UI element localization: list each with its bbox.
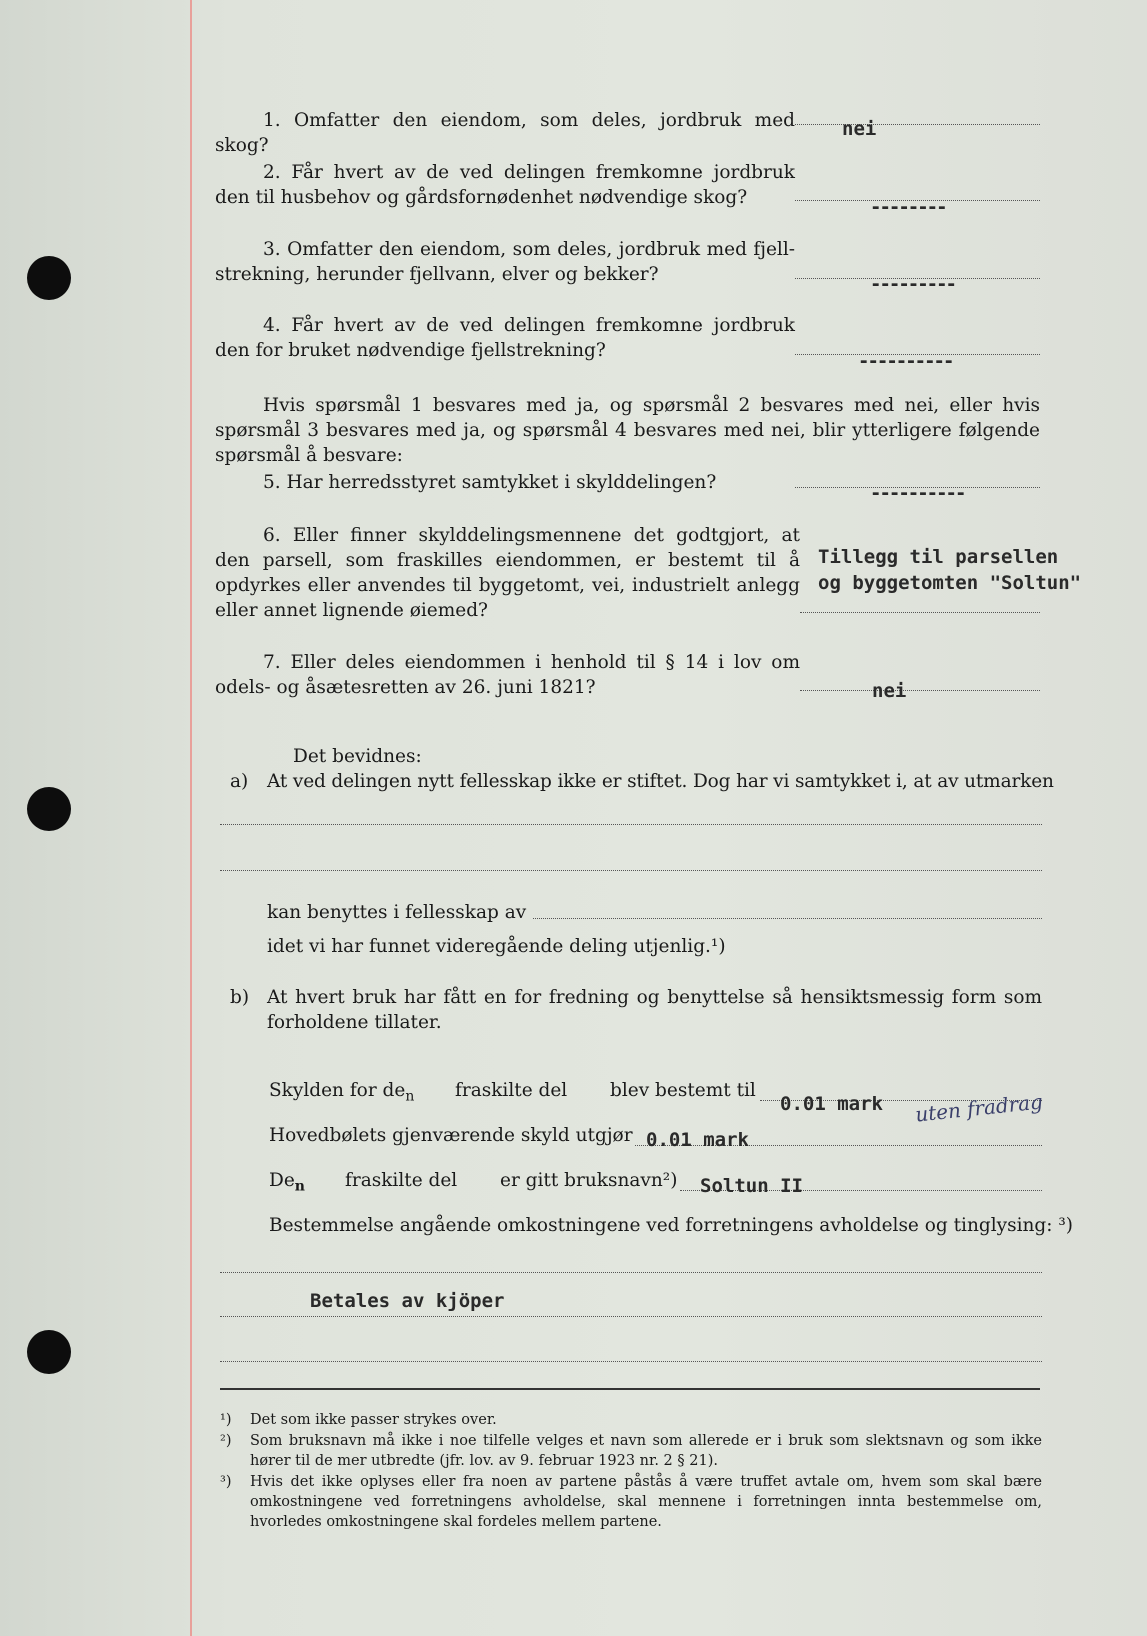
gitt-bruksnavn-label: er gitt bruksnavn²) bbox=[500, 1170, 678, 1191]
skyld-value: 0.01 mark bbox=[780, 1093, 883, 1115]
skyld-label: Skylden for $de_n$ bbox=[269, 1080, 415, 1105]
answer-6-line2: og byggetomten "Soltun" bbox=[818, 572, 1082, 594]
blank-line bbox=[220, 1272, 1042, 1273]
answer-2: -------- bbox=[870, 196, 946, 218]
question-5: 5. Har herredsstyret samtykket i skylddelingen? bbox=[263, 472, 717, 493]
blev-bestemt-label: blev bestemt til bbox=[610, 1080, 756, 1101]
answer-7: nei bbox=[872, 680, 907, 702]
footnote-1: ¹) Det som ikke passer strykes over. bbox=[220, 1412, 497, 1428]
question-3: 3. Omfatter den eiendom, som deles, jordbruk med fjell-strekning, herunder fjellvann, elver og bekker? bbox=[215, 239, 795, 285]
fraskilte-del-label: fraskilte del bbox=[455, 1080, 568, 1101]
hovedbol-label: Hovedbølets gjenværende skyld utgjør bbox=[269, 1125, 633, 1146]
margin-line bbox=[190, 0, 192, 1636]
footnote-rule bbox=[220, 1388, 1040, 1390]
footnote-2: ²) Som bruksnavn må ikke i noe tilfelle velges et navn som allerede er i bruk som slektsnavn og som ikke hører til de mer utbredte (jfr. lov. av 9. februar 1923 nr. 2 § 21). bbox=[220, 1433, 1042, 1469]
hovedbol-value: 0.01 mark bbox=[646, 1129, 749, 1151]
answer-1: nei bbox=[842, 118, 877, 140]
question-6: 6. Eller finner skylddelingsmennene det godtgjort, at den parsell, som fraskilles eiendommen, er bestemt til å opdyrkes eller anvendes til byggetomt, vei, industrielt anlegg eller annet lignende øiemed? bbox=[215, 525, 800, 621]
blank-line bbox=[220, 1361, 1042, 1362]
bevidnes-heading: Det bevidnes: bbox=[293, 746, 422, 767]
item-a-marker: a) bbox=[230, 771, 249, 792]
fraskilte-del-label-2: fraskilte del bbox=[345, 1170, 458, 1191]
answer-line bbox=[800, 690, 1040, 691]
question-4: 4. Får hvert av de ved delingen fremkomne jordbruk den for bruket nødvendige fjellstrekning? bbox=[215, 315, 795, 361]
question-7: 7. Eller deles eiendommen i henhold til § 14 i lov om odels- og åsætesretten av 26. juni 1821? bbox=[215, 652, 800, 698]
answer-5: ---------- bbox=[870, 482, 965, 504]
item-b-text: At hvert bruk har fått en for fredning og benyttelse så hensiktsmessig form som forholdene tillater. bbox=[267, 987, 1042, 1033]
blank-line bbox=[220, 870, 1042, 871]
item-b-marker: b) bbox=[230, 987, 250, 1008]
utjenlig-text: idet vi har funnet videregående deling utjenlig.¹) bbox=[267, 936, 726, 957]
punch-hole bbox=[27, 787, 71, 831]
blank-line bbox=[220, 1316, 1042, 1317]
bruksnavn-label: $De_n$ bbox=[269, 1170, 305, 1195]
blank-line bbox=[220, 824, 1042, 825]
handwritten-note: uten fradrag bbox=[914, 1089, 1044, 1127]
item-a-text: At ved delingen nytt fellesskap ikke er stiftet. Dog har vi samtykket i, at av utmarken bbox=[267, 771, 1054, 792]
answer-line bbox=[795, 124, 1040, 125]
fellesskap-label: kan benyttes i fellesskap av bbox=[267, 902, 527, 923]
conditional-instruction: Hvis spørsmål 1 besvares med ja, og spørsmål 2 besvares med nei, eller hvis spørsmål 3 besvares med ja, og spørsmål 4 besvares med nei, blir ytterligere følgende spørsmål å besvare: bbox=[215, 395, 1040, 466]
omkostning-label: Bestemmelse angående omkostningene ved forretningens avholdelse og tinglysing: ³) bbox=[269, 1215, 1074, 1236]
blank-line bbox=[533, 918, 1042, 919]
answer-line bbox=[800, 612, 1040, 613]
answer-3: --------- bbox=[870, 273, 955, 295]
bruksnavn-value: Soltun II bbox=[700, 1175, 803, 1197]
answer-6-line1: Tillegg til parsellen bbox=[818, 546, 1059, 568]
question-1: 1. Omfatter den eiendom, som deles, jordbruk med skog? bbox=[215, 110, 795, 156]
answer-4: ---------- bbox=[858, 350, 953, 372]
footnote-3: ³) Hvis det ikke oplyses eller fra noen av partene påstås å være truffet avtale om, hvem som skal bære omkostningene ved forretningens avholdelse, skal mennene i forretningen innta bestemmelse om, hvorledes omkostningene skal fordeles mellem partene. bbox=[220, 1474, 1042, 1530]
punch-hole bbox=[27, 256, 71, 300]
punch-hole bbox=[27, 1330, 71, 1374]
omkostning-value: Betales av kjöper bbox=[310, 1290, 505, 1312]
question-2: 2. Får hvert av de ved delingen fremkomne jordbruk den til husbehov og gårdsfornødenhet nødvendige skog? bbox=[215, 162, 795, 208]
